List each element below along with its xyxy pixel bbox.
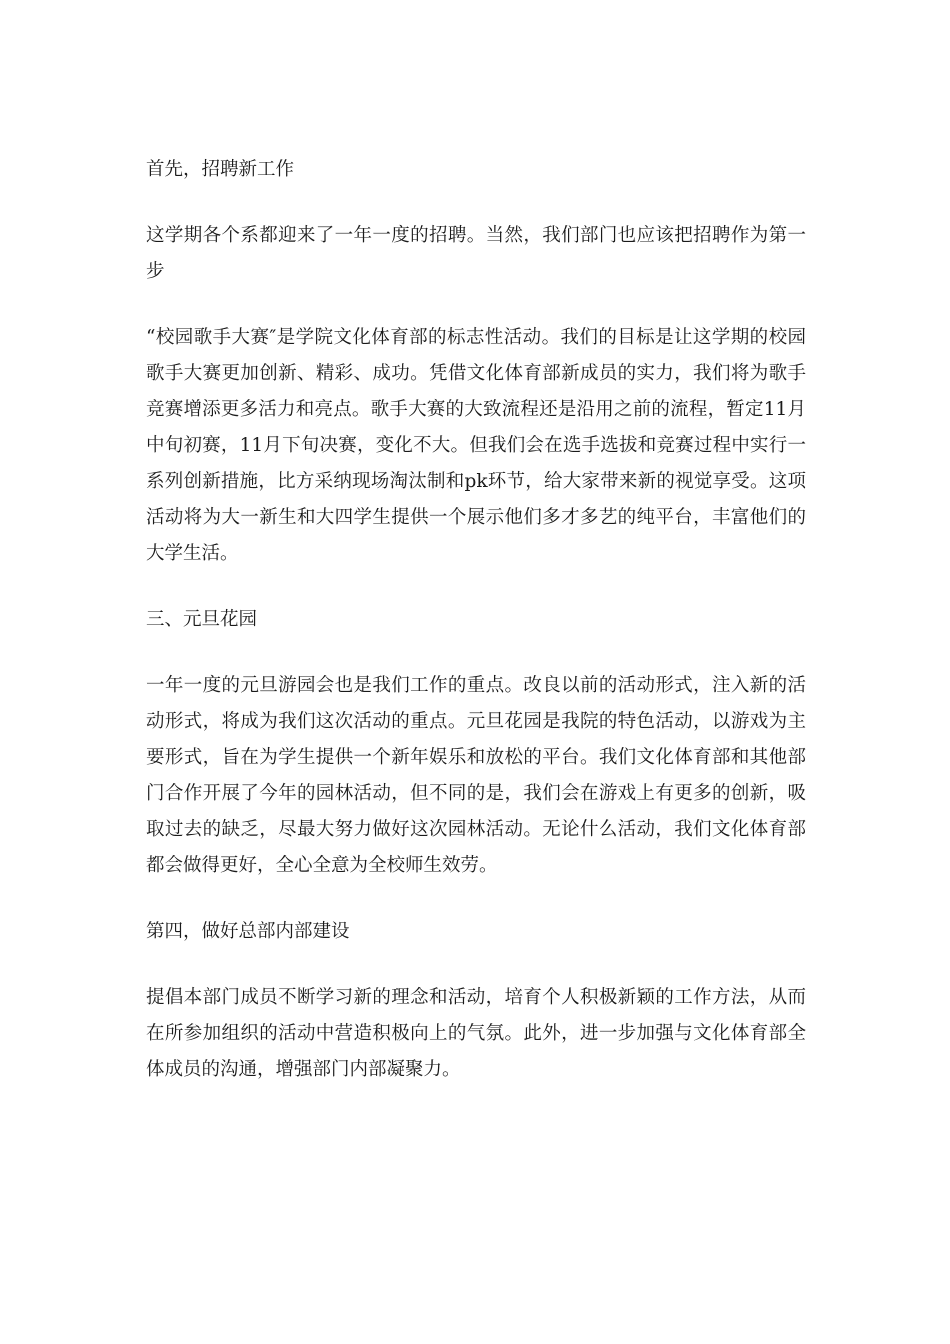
section-heading-internal-building: 第四，做好总部内部建设	[146, 921, 350, 942]
paragraph-new-year-garden: 一年一度的元旦游园会也是我们工作的重点。改良以前的活动形式，注入新的活动形式，将成为我们这次活动的重点。元旦花园是我院的特色活动，以游戏为主要形式，旨在为学生提供一个新年娱乐和放松的平台。我们文化体育部和其他部门合作开展了今年的园林活动，但不同的是，我们会在游戏上有更多的创新，吸取过去的缺乏，尽最大努力做好这次园林活动。无论什么活动，我们文化体育部都会做得更好，全心全意为全校师生效劳。	[146, 675, 806, 876]
paragraph-gap	[146, 188, 806, 218]
paragraph-gap	[146, 638, 806, 668]
paragraph-internal-building: 提倡本部门成员不断学习新的理念和活动，培育个人积极新颖的工作方法，从而在所参加组织的活动中营造积极向上的气氛。此外，进一步加强与文化体育部全体成员的沟通，增强部门内部凝聚力。	[146, 987, 806, 1080]
paragraph-gap	[146, 572, 806, 602]
section-heading-recruitment: 首先，招聘新工作	[146, 159, 295, 180]
paragraph-gap	[146, 290, 806, 320]
section-heading-new-year-garden: 三、元旦花园	[146, 609, 258, 630]
paragraph-singer-contest: “校园歌手大赛″是学院文化体育部的标志性活动。我们的目标是让这学期的校园歌手大赛更加创新、精彩、成功。凭借文化体育部新成员的实力，我们将为歌手竞赛增添更多活力和亮点。歌手大赛的大致流程还是沿用之前的流程，暂定11月中旬初赛，11月下旬决赛，变化不大。但我们会在选手选拔和竞赛过程中实行一系列创新措施，比方采纳现场淘汰制和pk环节，给大家带来新的视觉享受。这项活动将为大一新生和大四学生提供一个展示他们多才多艺的纯平台，丰富他们的大学生活。	[146, 327, 806, 564]
paragraph-gap	[146, 884, 806, 914]
paragraph-gap	[146, 950, 806, 980]
document-body	[146, 152, 806, 1088]
paragraph-recruitment: 这学期各个系都迎来了一年一度的招聘。当然，我们部门也应该把招聘作为第一步	[146, 225, 806, 282]
